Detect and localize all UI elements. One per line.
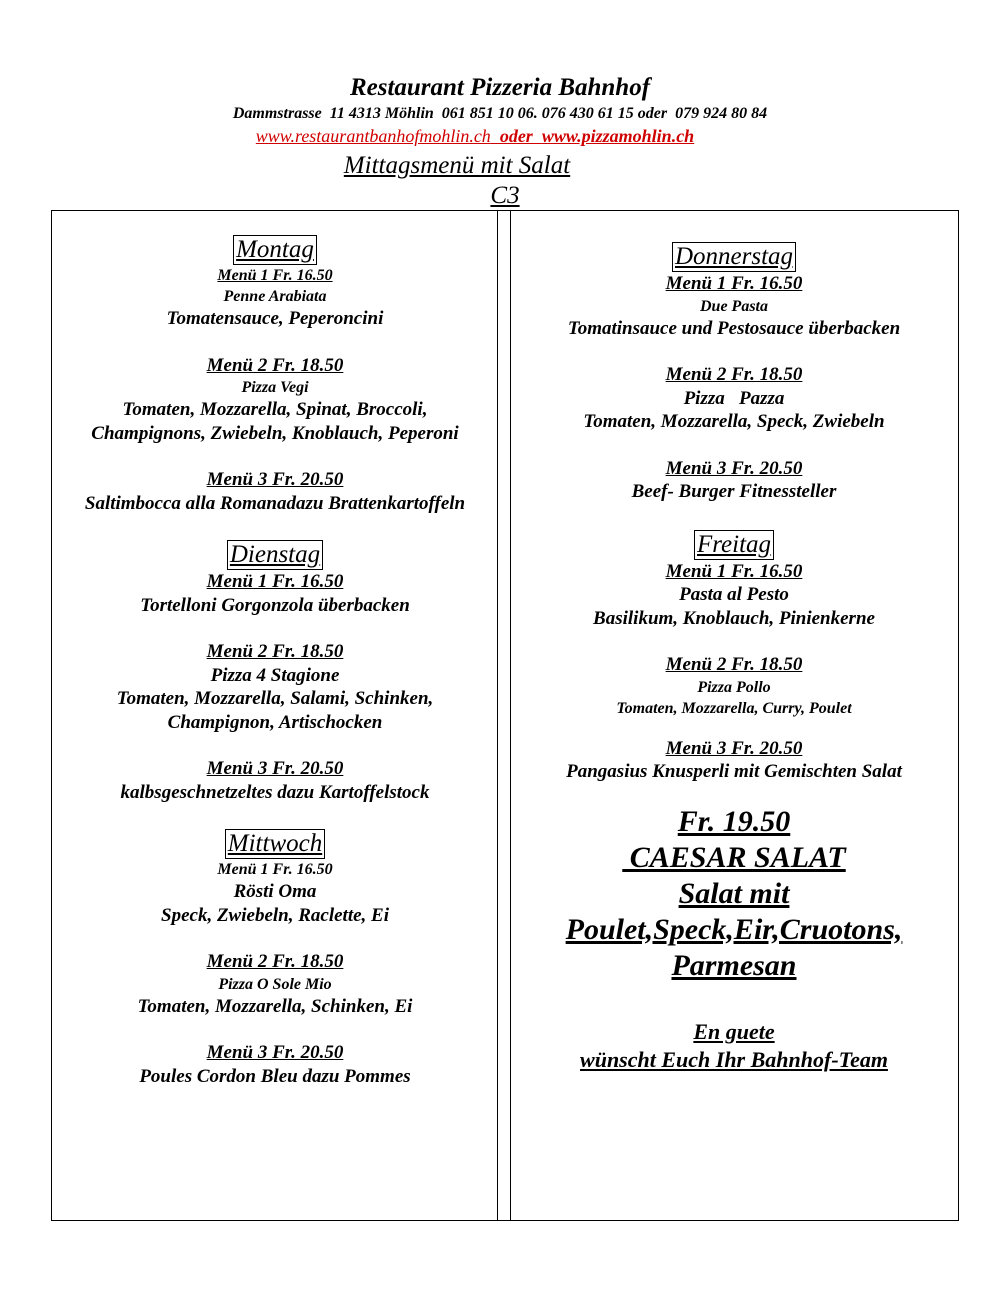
menu-dish: Rösti Oma (233, 881, 317, 902)
website-link-2[interactable]: www.pizzamohlin.ch (541, 126, 695, 146)
menu-price: Menü 3 Fr. 20.50 (665, 737, 803, 759)
column-divider-left (497, 210, 498, 1221)
menu-description: Tomatensauce, Peperoncini (166, 308, 384, 329)
column-divider-right (510, 210, 511, 1221)
menu-description: Champignons, Zwiebeln, Knoblauch, Peperoni (91, 422, 459, 444)
menu-price: Menü 3 Fr. 20.50 (665, 457, 803, 479)
website-separator: oder (490, 126, 542, 146)
menu-price: Menü 3 Fr. 20.50 (206, 758, 344, 779)
menu-dish: Due Pasta (700, 297, 768, 315)
menu-dish: Beef- Burger Fitnessteller (631, 481, 837, 502)
menu-description: Tomaten, Mozzarella, Curry, Poulet (616, 699, 852, 717)
menu-description: Basilikum, Knoblauch, Pinienkerne (593, 607, 875, 629)
menu-dish: Penne Arabiata (223, 288, 327, 305)
website-link-1[interactable]: www.restaurantbanhofmohlin.ch (255, 126, 491, 146)
menu-price: Menü 3 Fr. 20.50 (206, 1042, 344, 1063)
special-line-2: Poulet,Speck,Eir,Cruotons, (565, 912, 903, 946)
menu-price: Menü 1 Fr. 16.50 (665, 560, 803, 582)
menu-price: Menü 1 Fr. 16.50 (217, 861, 333, 878)
restaurant-address: Dammstrasse 11 4313 Möhlin 061 851 10 06. 076 430 61 15 oder 079 924 80 84 (232, 105, 768, 122)
menu-dish: kalbsgeschnetzeltes dazu Kartoffelstock (120, 781, 430, 803)
menu-description: Tomatinsauce und Pestosauce überbacken (567, 317, 901, 339)
menu-description: Tomaten, Mozzarella, Salami, Schinken, (116, 688, 434, 709)
right-column (512, 242, 956, 1074)
menu-dish: Saltimbocca alla Romanadazu Brattenkartoffeln (84, 492, 466, 514)
day-heading-montag: Montag (233, 235, 317, 265)
closing-line-1: En guete (693, 1018, 775, 1044)
menu-dish: Pizza Pollo (697, 678, 771, 696)
menu-price: Menü 1 Fr. 16.50 (206, 571, 344, 592)
menu-dish: Poules Cordon Bleu dazu Pommes (139, 1065, 411, 1087)
menu-description: Tomaten, Mozzarella, Speck, Zwiebeln (583, 411, 885, 432)
day-heading-mittwoch: Mittwoch (225, 829, 325, 859)
menu-price: Menü 2 Fr. 18.50 (665, 364, 803, 385)
website-line (0, 125, 950, 147)
day-heading-donnerstag: Donnerstag (672, 242, 796, 272)
menu-price: Menü 1 Fr. 16.50 (665, 273, 803, 294)
special-line-1: Salat mit (678, 876, 790, 910)
menu-dish: Pangasius Knusperli mit Gemischten Salat (566, 761, 902, 782)
menu-price: Menü 2 Fr. 18.50 (665, 654, 803, 675)
menu-dish: Pizza 4 Stagione (210, 664, 340, 686)
special-title: CAESAR SALAT (622, 840, 846, 874)
left-column (55, 235, 495, 1088)
menu-description: Tomaten, Mozzarella, Schinken, Ei (137, 995, 413, 1017)
special-line-3: Parmesan (671, 948, 797, 982)
menu-dish: Pizza O Sole Mio (218, 975, 332, 993)
menu-dish: Pizza Pazza (683, 387, 785, 409)
menu-dish: Tortelloni Gorgonzola überbacken (140, 594, 410, 616)
menu-code: C3 (490, 182, 520, 209)
menu-price: Menü 3 Fr. 20.50 (206, 469, 344, 490)
menu-description: Champignon, Artischocken (167, 711, 383, 733)
special-price: Fr. 19.50 (677, 804, 791, 838)
menu-description: Tomaten, Mozzarella, Spinat, Broccoli, (122, 399, 428, 420)
menu-dish: Pasta al Pesto (679, 584, 789, 605)
day-heading-freitag: Freitag (694, 530, 774, 560)
menu-price: Menü 1 Fr. 16.50 (217, 267, 333, 284)
day-heading-dienstag: Dienstag (227, 540, 323, 570)
menu-price: Menü 2 Fr. 18.50 (206, 641, 344, 662)
menu-price: Menü 2 Fr. 18.50 (206, 354, 344, 376)
closing-line-2: wünscht Euch Ihr Bahnhof-Team (580, 1046, 888, 1072)
menu-dish: Pizza Vegi (241, 379, 309, 396)
menu-price: Menü 2 Fr. 18.50 (206, 951, 344, 972)
menu-subtitle: Mittagsmenü mit Salat (343, 152, 571, 179)
menu-description: Speck, Zwiebeln, Raclette, Ei (161, 904, 389, 926)
restaurant-title: Restaurant Pizzeria Bahnhof (349, 74, 651, 101)
